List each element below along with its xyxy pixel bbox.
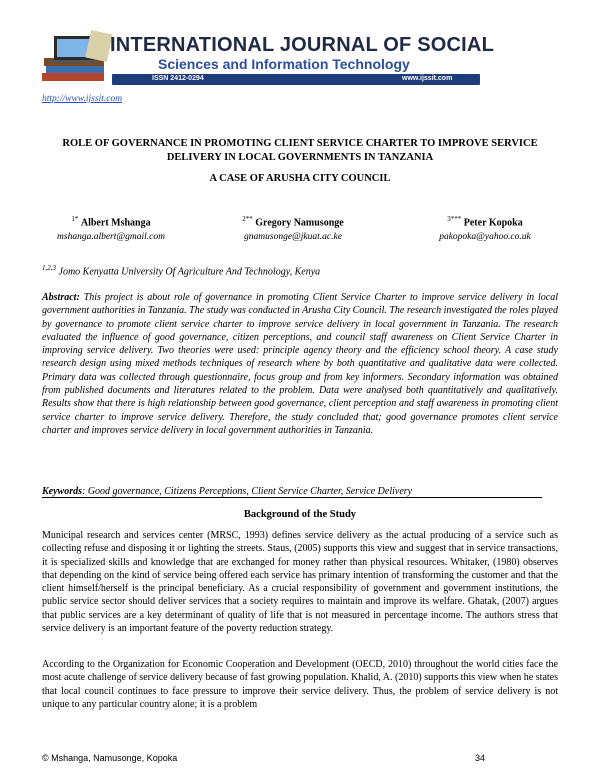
- affiliation-mark: 1,2,3: [42, 264, 56, 272]
- abstract-label: Abstract:: [42, 292, 80, 303]
- keywords: [42, 486, 542, 498]
- affiliation: [42, 264, 320, 277]
- author-3: [400, 212, 570, 245]
- footer-copyright: © Mshanga, Namusonge, Kopoka: [42, 753, 178, 763]
- journal-website: www.ijssit.com: [402, 75, 453, 82]
- author-email[interactable]: gnamusonge@jkuat.ac.ke: [244, 232, 342, 243]
- author-name: Peter Kopoka: [463, 217, 523, 229]
- author-1: [26, 212, 196, 245]
- abstract: [42, 291, 558, 437]
- journal-url-link[interactable]: http://www.ijssit.com: [42, 94, 123, 104]
- author-2: [208, 212, 378, 245]
- keywords-text: : Good governance, Citizens Perceptions, Client Service Charter, Service Delivery: [82, 486, 413, 497]
- author-email[interactable]: pakopoka@yahoo.co.uk: [439, 232, 531, 243]
- author-name: Albert Mshanga: [80, 217, 151, 229]
- journal-title: INTERNATIONAL JOURNAL OF SOCIAL: [110, 34, 494, 56]
- author-mark: 2**: [242, 215, 253, 223]
- section-heading: Background of the Study: [243, 509, 357, 520]
- journal-issn: ISSN 2412-0294: [152, 75, 204, 82]
- author-mark: 3***: [447, 215, 462, 223]
- books-laptop-logo-image: [40, 28, 118, 86]
- body-paragraph: Municipal research and services center (MRSC, 1993) defines service delivery as the actual producing of a service such as collecting refuse and disposing it or lighting the streets. Staus, (2005) supports this view and suggest that in service transactions, it is specialized skills and knowledge that are exchanged for money rather than physical resources. Whitaker, (1980) observes that depending on the kind of service being offered each service has primary intention of transforming the customer and that the client himself/herself is the principal beneficiary. As a crucial responsibility of government and government institutions, the public service sector should deliver services that a society requires to maintain and improve its welfare. Ghatak, (2007) argues that public services are a key determinant of quality of life that is not measured in percentage income. The authors stress that service delivery is an important feature of the poverty reduction strategy.: [42, 530, 558, 635]
- author-mark: 1*: [71, 215, 79, 223]
- body-paragraph: According to the Organization for Economic Cooperation and Development (OECD, 2010) throughout the world cities face the most acute challenge of service delivery because of fast growing population. Khalid, A. (2010) supports this view when he states that local council continues to face pressure to improve their service delivery. Thus, the problem of service delivery is not unique to any particular country alone; it is a problem: [42, 659, 558, 710]
- page-number: 34: [475, 753, 486, 763]
- paper-title: ROLE OF GOVERNANCE IN PROMOTING CLIENT SERVICE CHARTER TO IMPROVE SERVICE DELIVERY IN LOCAL GOVERNMENTS IN TANZANIA: [62, 138, 538, 163]
- journal-banner: [40, 28, 550, 88]
- author-name: Gregory Namusonge: [255, 217, 344, 229]
- abstract-text: This project is about role of governance in promoting Client Service Charter to improve service delivery in local government authorities in Tanzania. The study was conducted in Arusha City Council. The research investigated the roles played by governance to promote client service charter to improve service delivery in local government in Tanzania. The research evaluated the influence of good governance, citizen perceptions, and council staff awareness on Client Service Charter in improving service delivery. Two theories were used: principle agency theory and the efficiency school theory. A case study research design using mixed methods techniques of research where by both quantitative and qualitative data were collected. Primary data was collected through questionnaire, focus group and from key informers. Secondary information was obtained from published documents and literatures related to the problem. Data were analysed both quantitatively and qualitatively. Results show that there is high relationship between good governance, client perception and staff awareness in promoting client service charter to improve service delivery. Therefore, the study concluded that; good governance promotes client service charter and improves service delivery in local government authorities in Tanzania.: [42, 292, 559, 436]
- keywords-label: Keywords: [42, 486, 82, 497]
- author-email[interactable]: mshanga.albert@gmail.com: [57, 232, 165, 243]
- paper-subtitle: A CASE OF ARUSHA CITY COUNCIL: [209, 173, 391, 184]
- journal-subtitle: Sciences and Information Technology: [158, 56, 410, 72]
- affiliation-text: Jomo Kenyatta University Of Agriculture And Technology, Kenya: [58, 266, 321, 278]
